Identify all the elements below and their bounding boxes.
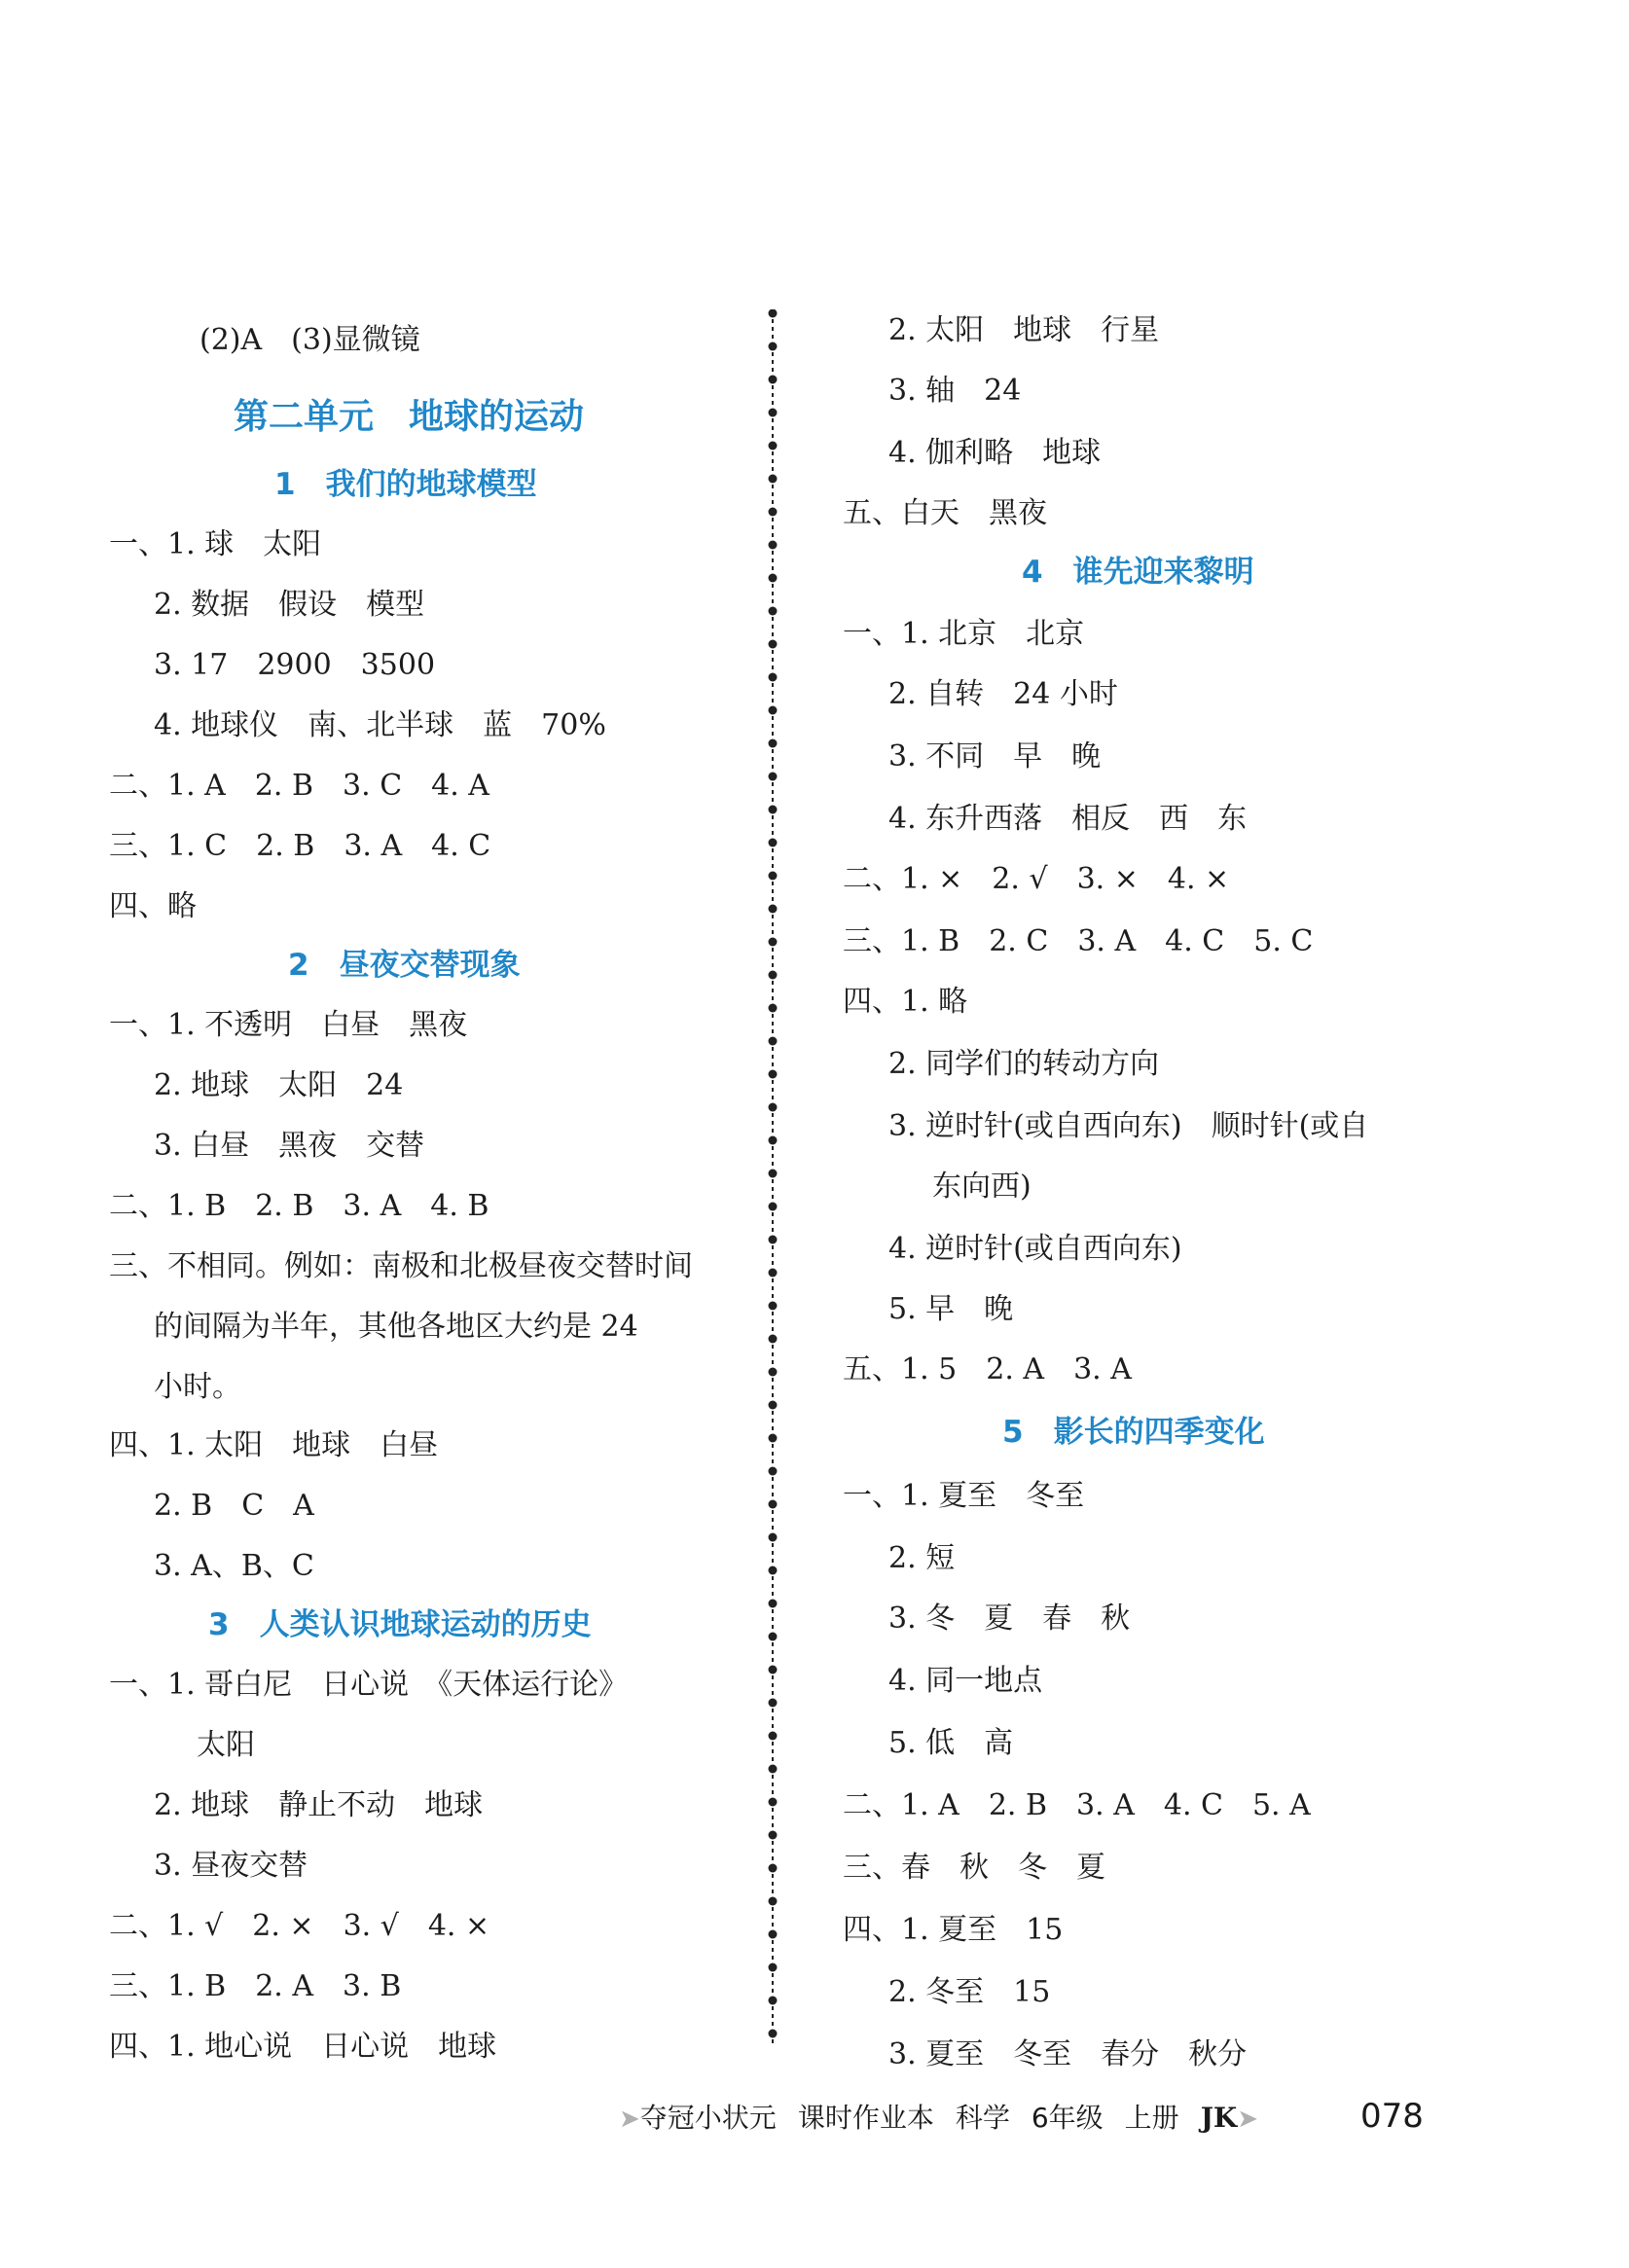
answer-line: 一、1. 球 太阳	[109, 527, 322, 561]
answer-line: 三、1. B 2. A 3. B	[109, 1969, 402, 2003]
answer-line: 3. 冬 夏 春 秋	[888, 1602, 1131, 1636]
answer-line: 三、不相同。例如：南极和北极昼夜交替时间	[109, 1249, 693, 1283]
answer-line: 2. 数据 假设 模型	[154, 588, 425, 622]
answer-line: 2. 地球 静止不动 地球	[154, 1788, 484, 1822]
answer-line: 3. 轴 24	[888, 374, 1022, 408]
answer-line: 四、1. 夏至 15	[843, 1913, 1064, 1947]
answer-line: 四、1. 太阳 地球 白昼	[109, 1428, 439, 1462]
answer-line: 3. 白昼 黑夜 交替	[154, 1129, 425, 1163]
answer-line: 4. 同一地点	[888, 1664, 1043, 1698]
answer-line: 东向西)	[932, 1170, 1032, 1204]
lesson-heading: 3 人类认识地球运动的历史	[208, 1607, 592, 1642]
answer-line: 3. 夏至 冬至 春分 秋分	[888, 2037, 1248, 2071]
answer-line: 五、1. 5 2. A 3. A	[843, 1352, 1132, 1386]
footer	[619, 2097, 1258, 2140]
footer-volume: 上册	[1124, 2102, 1179, 2134]
answer-line: 二、1. B 2. B 3. A 4. B	[109, 1189, 489, 1223]
lesson-heading: 4 谁先迎来黎明	[1022, 555, 1254, 590]
answer-line: 三、1. B 2. C 3. A 4. C 5. C	[843, 924, 1314, 958]
dotted-column-divider	[766, 309, 779, 2043]
answer-line: 三、1. C 2. B 3. A 4. C	[109, 829, 491, 863]
answer-line: 3. 昼夜交替	[154, 1849, 308, 1883]
answer-line: 3. 17 2900 3500	[154, 648, 436, 682]
answer-line: 四、略	[109, 889, 197, 923]
footer-arrow-left-icon: ➤	[619, 2105, 640, 2134]
answer-line: 4. 地球仪 南、北半球 蓝 70%	[154, 708, 606, 742]
page-number: 078	[1360, 2097, 1424, 2136]
answer-line: 三、春 秋 冬 夏	[843, 1851, 1105, 1885]
lesson-heading: 1 我们的地球模型	[274, 467, 537, 502]
lesson-heading: 5 影长的四季变化	[1002, 1415, 1265, 1450]
answer-line: 二、1. × 2. √ 3. × 4. ×	[843, 862, 1230, 896]
answer-line: 太阳	[197, 1728, 255, 1762]
answer-line: 2. 短	[888, 1541, 956, 1575]
answer-line: 4. 逆时针(或自西向东)	[888, 1232, 1182, 1266]
lesson-heading: 2 昼夜交替现象	[288, 948, 521, 983]
answer-line: 四、1. 地心说 日心说 地球	[109, 2030, 497, 2064]
answer-line: 3. A、B、C	[154, 1549, 314, 1583]
answer-line: 的间隔为半年，其他各地区大约是 24	[154, 1310, 638, 1344]
answer-line: 二、1. √ 2. × 3. √ 4. ×	[109, 1909, 490, 1943]
answer-line: 2. 自转 24 小时	[888, 677, 1118, 711]
answer-line: 3. 不同 早 晚	[888, 739, 1102, 774]
answer-line: 5. 低 高	[888, 1726, 1014, 1760]
answer-line: 一、1. 夏至 冬至	[843, 1479, 1085, 1513]
footer-brand: 夺冠小状元	[639, 2102, 777, 2134]
footer-subject: 科学	[955, 2102, 1010, 2134]
answer-line: 二、1. A 2. B 3. C 4. A	[109, 769, 489, 803]
answer-line: 二、1. A 2. B 3. A 4. C 5. A	[843, 1788, 1311, 1822]
footer-edition: JK	[1200, 2102, 1238, 2134]
answer-line: (2)A (3)显微镜	[199, 323, 420, 357]
answer-line: 2. 冬至 15	[888, 1975, 1051, 2009]
answer-line: 4. 伽利略 地球	[888, 436, 1102, 470]
footer-arrow-right-icon: ➤	[1237, 2105, 1259, 2134]
unit-heading: 第二单元 地球的运动	[234, 397, 585, 437]
answer-line: 2. 太阳 地球 行星	[888, 313, 1160, 347]
answer-line: 一、1. 哥白尼 日心说 《天体运行论》	[109, 1668, 629, 1702]
answer-line: 3. 逆时针(或自西向东) 顺时针(或自	[888, 1109, 1369, 1143]
answer-line: 2. 地球 太阳 24	[154, 1068, 404, 1102]
answer-line: 2. 同学们的转动方向	[888, 1047, 1160, 1081]
answer-line: 小时。	[154, 1370, 241, 1404]
answer-line: 5. 早 晚	[888, 1292, 1014, 1326]
answer-line: 四、1. 略	[843, 985, 968, 1019]
answer-line: 2. B C A	[154, 1489, 314, 1523]
answer-line: 一、1. 北京 北京	[843, 617, 1085, 651]
answer-line: 五、白天 黑夜	[843, 496, 1047, 530]
answer-line: 一、1. 不透明 白昼 黑夜	[109, 1008, 468, 1042]
footer-book: 课时作业本	[797, 2102, 934, 2134]
answer-line: 4. 东升西落 相反 西 东	[888, 802, 1248, 836]
footer-grade: 6年级	[1031, 2102, 1104, 2134]
